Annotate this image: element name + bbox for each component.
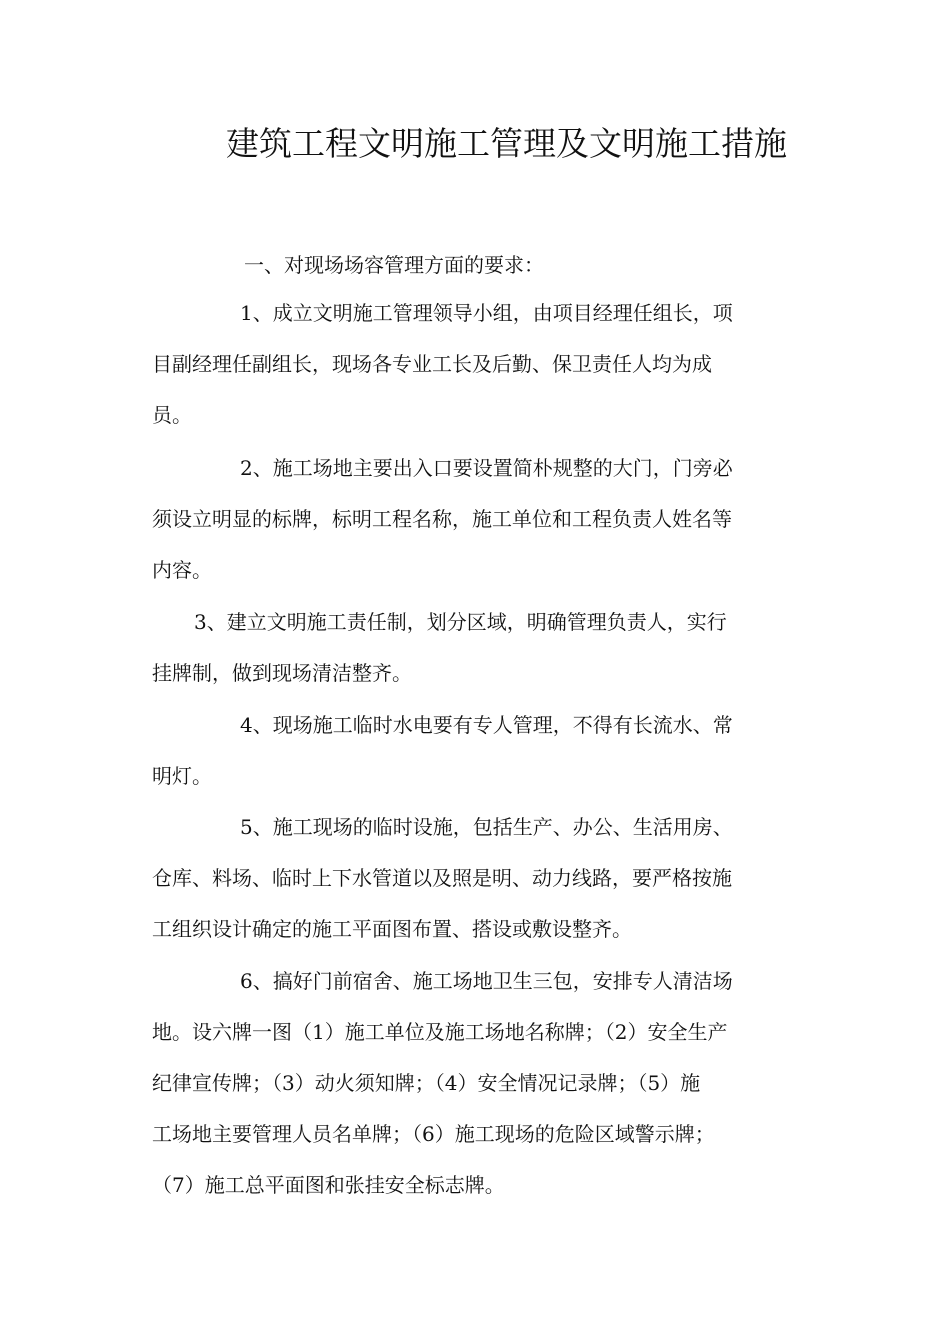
paragraph-line: 1、成立文明施工管理领导小组，由项目经理任组长，项 bbox=[240, 301, 733, 325]
paragraph-line: 3、建立文明施工责任制，划分区域，明确管理负责人，实行 bbox=[194, 610, 727, 634]
paragraph-3 bbox=[152, 597, 802, 699]
paragraph-line: 目副经理任副组长，现场各专业工长及后勤、保卫责任人均为成 bbox=[152, 352, 712, 376]
paragraph-line: 4、现场施工临时水电要有专人管理，不得有长流水、常 bbox=[240, 713, 733, 737]
paragraph-line: 仓库、料场、临时上下水管道以及照是明、动力线路，要严格按施 bbox=[152, 866, 732, 890]
paragraph-6 bbox=[152, 956, 802, 1211]
section-heading: 一、对现场场容管理方面的要求： bbox=[244, 253, 544, 277]
paragraph-line: 6、搞好门前宿舍、施工场地卫生三包，安排专人清洁场 bbox=[240, 969, 733, 993]
paragraph-line: （7）施工总平面图和张挂安全标志牌。 bbox=[152, 1173, 505, 1197]
paragraph-line: 2、施工场地主要出入口要设置简朴规整的大门，门旁必 bbox=[240, 456, 733, 480]
paragraph-line: 明灯。 bbox=[152, 764, 212, 788]
paragraph-line: 5、施工现场的临时设施，包括生产、办公、生活用房、 bbox=[240, 815, 733, 839]
paragraph-line: 工组织设计确定的施工平面图布置、搭设或敷设整齐。 bbox=[152, 917, 632, 941]
paragraph-line: 纪律宣传牌；（3）动火须知牌；（4）安全情况记录牌；（5）施 bbox=[152, 1071, 701, 1095]
paragraph-line: 地。设六牌一图（1）施工单位及施工场地名称牌；（2）安全生产 bbox=[152, 1020, 728, 1044]
paragraph-line: 员。 bbox=[152, 403, 192, 427]
paragraph-2 bbox=[152, 443, 802, 596]
paragraph-5 bbox=[152, 802, 802, 955]
document-title: 建筑工程文明施工管理及文明施工措施 bbox=[226, 124, 787, 163]
paragraph-line: 内容。 bbox=[152, 558, 212, 582]
paragraph-4 bbox=[152, 700, 802, 802]
paragraph-line: 须设立明显的标牌，标明工程名称，施工单位和工程负责人姓名等 bbox=[152, 507, 732, 531]
paragraph-line: 工场地主要管理人员名单牌；（6）施工现场的危险区域警示牌； bbox=[152, 1122, 715, 1146]
paragraph-1 bbox=[152, 288, 802, 441]
paragraph-line: 挂牌制，做到现场清洁整齐。 bbox=[152, 661, 412, 685]
